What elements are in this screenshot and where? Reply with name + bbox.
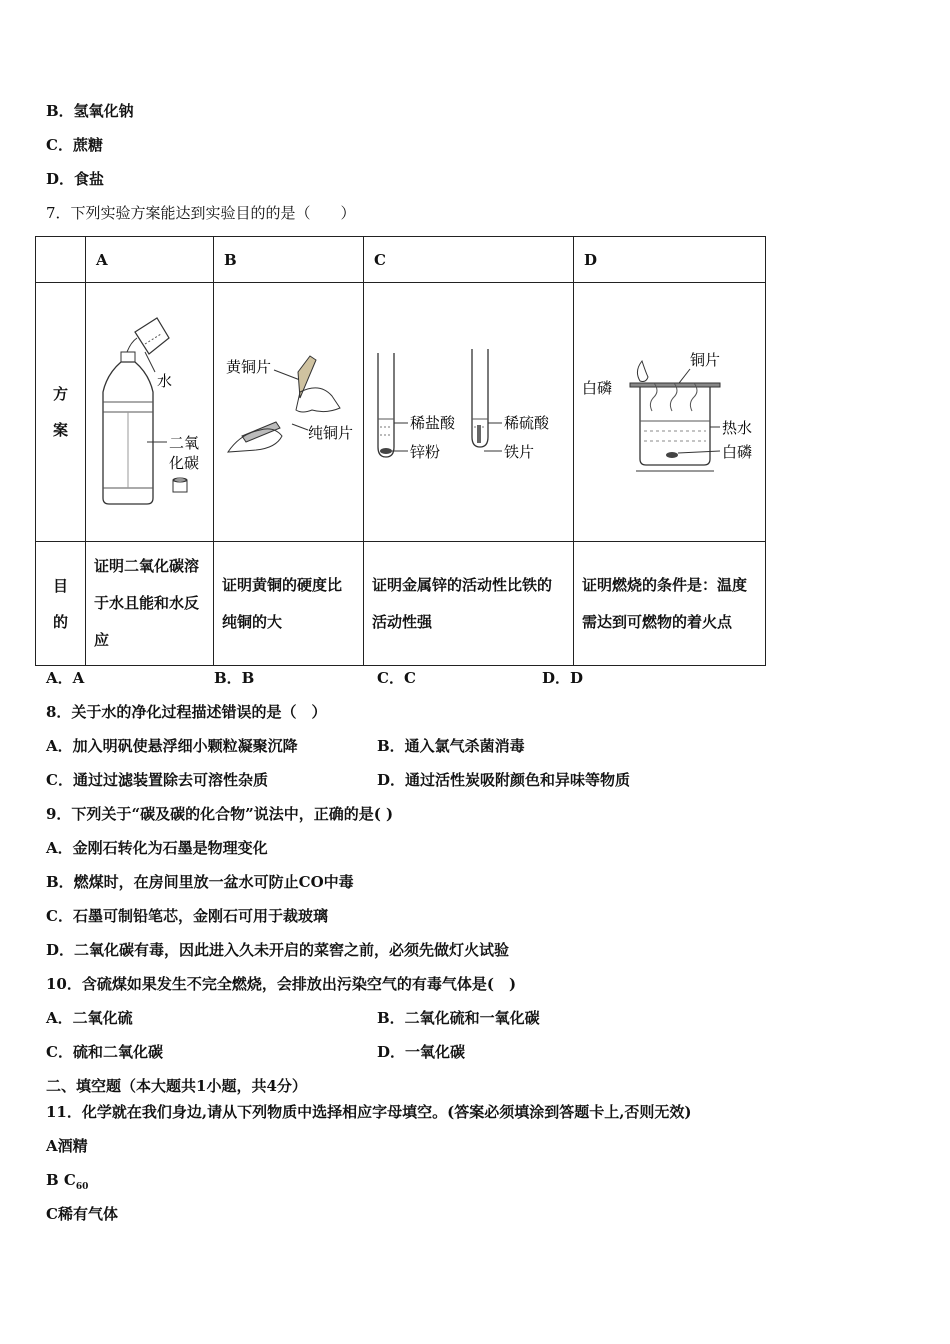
q9-option-a: A．金刚石转化为石墨是物理变化 [46, 839, 268, 857]
q10-stem: 10．含硫煤如果发生不完全燃烧，会排放出污染空气的有毒气体是( ) [46, 975, 517, 993]
section-heading-fill-in: 二、填空题（本大题共1小题，共4分） [46, 1077, 307, 1095]
test-tube-left-icon [378, 353, 394, 457]
purpose-a: 证明二氧化碳溶于水且能和水反应 [86, 542, 214, 666]
q9-stem: 9．下列关于“碳及碳的化合物”说法中，正确的是( ) [46, 805, 394, 823]
purpose-b: 证明黄铜的硬度比纯铜的大 [214, 542, 364, 666]
q10-option-d: D．一氧化碳 [377, 1043, 466, 1061]
q8-option-a: A．加入明矾使悬浮细小颗粒凝聚沉降 [46, 737, 298, 755]
q7-stem: 7．下列实验方案能达到实验目的的是（ ） [46, 204, 356, 222]
q10-option-a: A．二氧化硫 [46, 1009, 133, 1027]
q6-option-d: D．食盐 [46, 170, 105, 188]
row-label-plan: 方 案 [36, 283, 86, 542]
q11-option-c: C稀有气体 [46, 1205, 118, 1223]
q11-option-a: A酒精 [46, 1137, 88, 1155]
diagram-c-test-tubes [364, 283, 574, 542]
table-header-c: C [364, 237, 574, 283]
label-zinc-powder: 锌粉 [409, 444, 440, 461]
label-co2-line1: 二氧 [168, 435, 199, 452]
q8-option-b: B．通入氯气杀菌消毒 [377, 737, 525, 755]
q8-stem: 8．关于水的净化过程描述错误的是（ ） [46, 703, 327, 721]
label-copper-plate: 铜片 [689, 352, 720, 369]
label-pure-copper: 纯铜片 [307, 425, 353, 442]
diagram-b-scratch [214, 283, 364, 542]
table-header-a: A [86, 237, 214, 283]
cap-icon [173, 478, 187, 492]
q6-option-b: B．氢氧化钠 [46, 102, 134, 120]
label-hot-water: 热水 [721, 420, 752, 437]
q7-answer-b: B．B [214, 669, 255, 687]
diagram-a-bottle [86, 283, 214, 542]
purpose-c: 证明金属锌的活动性比铁的活动性强 [364, 542, 574, 666]
beaker-icon [135, 318, 169, 354]
beaker-hot-water-icon [636, 383, 714, 471]
q9-option-d: D．二氧化碳有毒，因此进入久未开启的菜窖之前，必须先做灯火试验 [46, 941, 510, 959]
table-corner-cell [36, 237, 86, 283]
label-co2-line2: 化碳 [168, 455, 199, 472]
purpose-d: 证明燃烧的条件是：温度需达到可燃物的着火点 [574, 542, 766, 666]
table-header-d: D [574, 237, 766, 283]
hand-icon [228, 388, 340, 452]
label-brass: 黄铜片 [225, 359, 271, 376]
q10-option-b: B．二氧化硫和一氧化碳 [377, 1009, 540, 1027]
q8-option-c: C．通过过滤装置除去可溶性杂质 [46, 771, 268, 789]
q7-experiment-table [35, 236, 766, 666]
label-white-phosphorus-bottom: 白磷 [721, 444, 752, 461]
label-iron-strip: 铁片 [503, 444, 534, 461]
label-white-phosphorus-top: 白磷 [581, 380, 612, 397]
table-header-b: B [214, 237, 364, 283]
diagram-d-combustion [574, 283, 766, 542]
q9-option-b: B．燃煤时，在房间里放一盆水可防止CO中毒 [46, 873, 354, 891]
bottle-icon [103, 352, 153, 504]
row-label-purpose: 目 的 [36, 542, 86, 666]
label-dilute-hcl: 稀盐酸 [409, 415, 455, 432]
q7-answer-c: C．C [377, 669, 416, 687]
q7-answer-a: A．A [46, 669, 85, 687]
q7-answer-d: D．D [542, 669, 584, 687]
q9-option-c: C．石墨可制铅笔芯，金刚石可用于裁玻璃 [46, 907, 328, 925]
test-tube-right-icon [472, 349, 488, 447]
q10-option-c: C．硫和二氧化碳 [46, 1043, 163, 1061]
q11-option-b: B $C_{60}$ [46, 1171, 89, 1192]
label-water: 水 [156, 373, 172, 390]
q11-stem: 11．化学就在我们身边,请从下列物质中选择相应字母填空。(答案必须填涂到答题卡上,否则无效) [46, 1103, 692, 1121]
flame-icon [637, 361, 648, 382]
q8-option-d: D．通过活性炭吸附颜色和异味等物质 [377, 771, 631, 789]
label-dilute-h2so4: 稀硫酸 [503, 415, 549, 432]
q6-option-c: C．蔗糖 [46, 136, 103, 154]
